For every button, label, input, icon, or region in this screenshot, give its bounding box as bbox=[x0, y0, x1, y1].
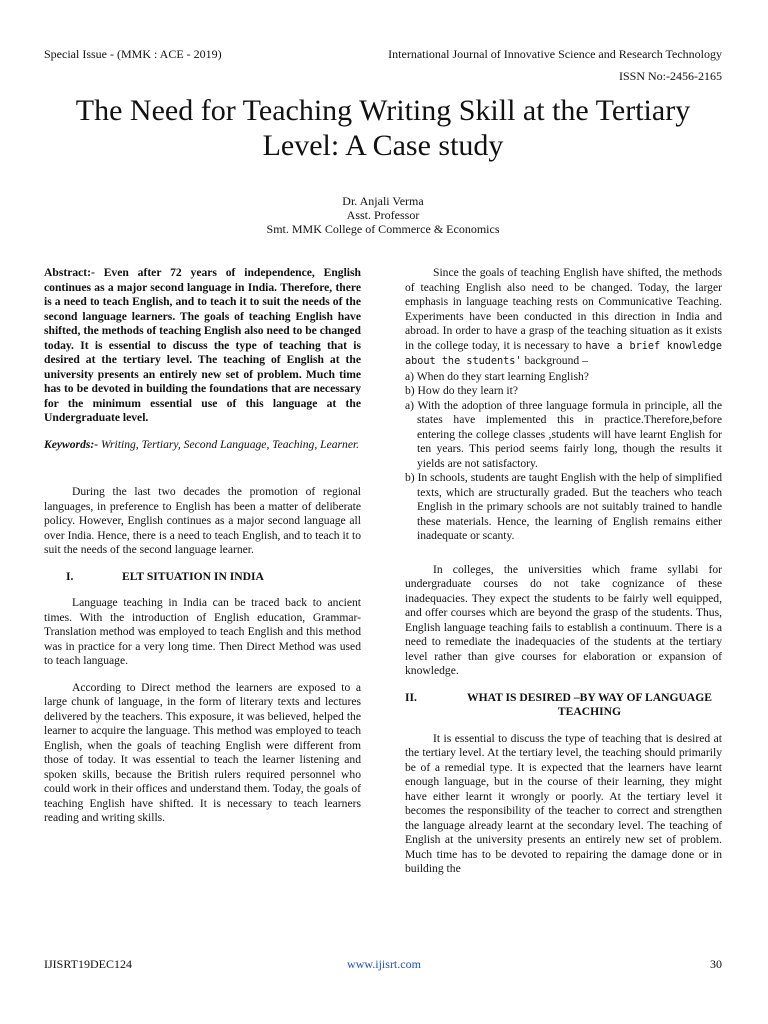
keywords-label: Keywords:- bbox=[44, 437, 99, 451]
paper-id: IJISRT19DEC124 bbox=[44, 957, 132, 971]
issn: ISSN No:-2456-2165 bbox=[618, 69, 722, 83]
journal-name: International Journal of Innovative Science and Research Technology bbox=[388, 47, 722, 61]
author-block bbox=[44, 194, 722, 236]
journal-issue: Special Issue - (MMK : ACE - 2019) bbox=[44, 47, 222, 61]
paragraph bbox=[405, 266, 722, 370]
paragraph: In colleges, the universities which frame syllabi for undergraduate courses do not take cognizance of these inadequacies. They expect the students to be fairly well equipped, and offer courses which are beyond the grasp of the students. Thus, English language teaching fails to establish a continuum. There is a need to remediate the inadequacies of the students at the tertiary level rather than give courses for elaboration or expansion of knowledge. bbox=[405, 562, 722, 677]
paragraph-text-end: background – bbox=[521, 354, 588, 367]
page-number: 30 bbox=[710, 957, 722, 971]
section-number: I. bbox=[66, 569, 74, 583]
journal-website-link[interactable]: www.ijisrt.com bbox=[347, 957, 421, 971]
paragraph-text-mono: have a brief knowledge about the students' bbox=[405, 340, 722, 367]
right-column bbox=[405, 266, 722, 877]
question-item: b) How do they learn it? bbox=[405, 384, 519, 397]
answer-item: a) With the adoption of three language formula in principle, all the states have implemented this in practice.Therefore,before entering the college classes ,students will have learnt English for ten years. This period seems fairly long, though the results it yields are not satisfactory. bbox=[405, 398, 722, 470]
author-affiliation: Smt. MMK College of Commerce & Economics bbox=[266, 222, 500, 236]
paragraph: During the last two decades the promotion of regional languages, in preference to English has been a matter of deliberate policy. However, English continues as a major second language all over India. Hence, there is a need to teach English, and to teach it to suit the needs of the second language learner. bbox=[44, 485, 361, 556]
answer-item: b) In schools, students are taught English with the help of simplified texts, which are structurally graded. But the teachers who teach English in the primary schools are not suitably trained to handle these materials. Hence, the learning of English remains either inadequate or scanty. bbox=[405, 471, 722, 542]
paragraph: It is essential to discuss the type of teaching that is desired at the tertiary level. At the tertiary level, the teaching should primarily be of a remedial type. It is expected that the learners have learnt enough language, but in the course of their learning, they might have either learnt it wrongly or poorly. At the tertiary level it becomes the responsibility of the teacher to correct and strengthen the language already learnt at the secondary level. The teaching of English at the university presents an entirely new set of problem. Much time has to be devoted to repairing the damage done or in building the bbox=[405, 731, 722, 875]
section-number: II. bbox=[405, 690, 417, 704]
question-item: a) When do they start learning English? bbox=[405, 369, 589, 383]
keywords bbox=[44, 438, 361, 453]
paper-title: The Need for Teaching Writing Skill at the Tertiary Level: A Case study bbox=[75, 94, 691, 162]
section-heading bbox=[44, 570, 361, 585]
paragraph: Language teaching in India can be traced back to ancient times. With the introduction of English education, Grammar-Translation method was employed to teach English and this method was in practice for a very long time. Then Direct Method was used to teach language. bbox=[44, 596, 361, 667]
author-position: Asst. Professor bbox=[346, 208, 420, 222]
section-title: ELT SITUATION IN INDIA bbox=[122, 569, 264, 583]
section-heading bbox=[405, 691, 722, 720]
author-name: Dr. Anjali Verma bbox=[342, 194, 424, 208]
paragraph-text: Since the goals of teaching English have shifted, the methods of teaching English also need to be changed. Today, the larger emphasis in language teaching rests on Communicative Teaching. Experiments have been conducted in this direction in India and abroad. In order to have a grasp of the teaching situation as it exists in the college today, it is necessary to bbox=[405, 266, 722, 352]
left-column bbox=[44, 266, 361, 826]
section-title: WHAT IS DESIRED –BY WAY OF LANGUAGE TEACHING bbox=[466, 690, 713, 718]
abstract: Abstract:- Even after 72 years of independence, English continues as a major second language in India. Therefore, there is a need to teach English, and to teach it to suit the needs of the second language learners. The goals of teaching English have shifted, the methods of teaching English also need to be changed today. It is essential to discuss the type of teaching that is desired at the tertiary level. The teaching of English at the university presents an entirely new set of problem. Much time has to be devoted in building the foundations that are necessary for the minimum essential use of this language at the Undergraduate level. bbox=[44, 266, 361, 424]
keywords-text: Writing, Tertiary, Second Language, Teaching, Learner. bbox=[98, 437, 360, 451]
paragraph: According to Direct method the learners are exposed to a large chunk of language, in the form of literary texts and lectures delivered by the teachers. This exposure, it was believed, helped the learner to acquire the language. This method was employed to teach English, when the goals of teaching English were different from those of today. It was essential to teach the learner listening and spoken skills, because the British rulers required personnel who could work in their offices and understand them. Today, the goals of teaching English have shifted. It is necessary to teach learners reading and writing skills. bbox=[44, 680, 361, 824]
